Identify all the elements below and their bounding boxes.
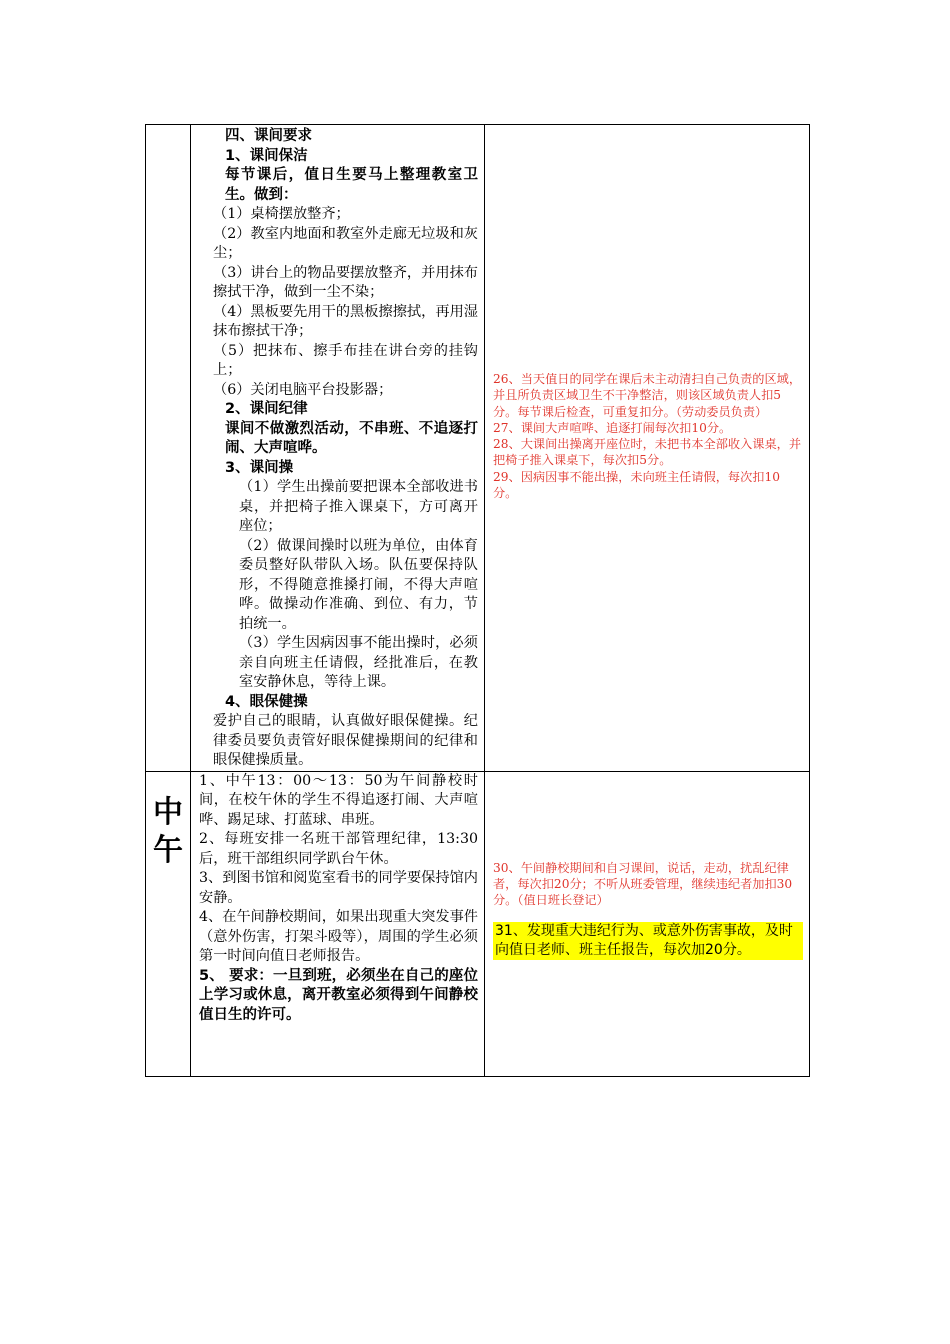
- break-requirement-line: 课间不做激烈活动，不串班、不追逐打闹、大声喧哗。: [225, 420, 478, 456]
- penalty-list-break: [485, 125, 809, 501]
- requirements-text-break: [191, 125, 484, 771]
- break-requirement-line: 4、眼保健操: [225, 693, 308, 710]
- penalties-cell-noon: [485, 771, 810, 1076]
- noon-requirement-line: 3、到图书馆和阅览室看书的同学要保持馆内安静。: [199, 870, 478, 906]
- break-requirement-line: （5）把抹布、擦手布挂在讲台旁的挂钩上；: [213, 342, 478, 378]
- break-requirement-line: （4）黑板要先用干的黑板擦擦拭，再用湿抹布擦拭干净；: [213, 303, 478, 339]
- break-requirement-line: （1）学生出操前要把课本全部收进书桌，并把椅子推入课桌下，方可离开座位；: [239, 479, 478, 534]
- table-row-break-time: [146, 125, 810, 772]
- noon-label-char-2: 午: [153, 832, 183, 868]
- bonus-item-31-highlight: 31、发现重大违纪行为、或意外伤害事故，及时向值日老师、班主任报告，每次加20分。: [493, 922, 803, 960]
- requirements-cell-noon: [191, 771, 485, 1076]
- table-row-noon: [146, 771, 810, 1076]
- requirements-text-noon: [191, 772, 484, 1026]
- break-requirement-line: 每节课后，值日生要马上整理教室卫生。做到：: [225, 167, 478, 203]
- noon-requirement-line: 4、在午间静校期间，如果出现重大突发事件（意外伤害，打架斗殴等），周围的学生必须第一时间向值日老师报告。: [199, 909, 478, 964]
- break-requirement-line: （2）教室内地面和教室外走廊无垃圾和灰尘；: [213, 225, 478, 261]
- break-requirement-line: （1）桌椅摆放整齐；: [213, 206, 350, 222]
- penalty-item: 26、当天值日的同学在课后未主动清扫自己负责的区域，并且所负责区域卫生不干净整洁，则该区域负责人扣5分。每节课后检查，可重复扣分。（劳动委员负责）: [493, 372, 802, 419]
- break-requirement-line: （2）做课间操时以班为单位，由体育委员整好队带队入场。队伍要保持队形，不得随意推搡打闹，不得大声喧哗。做操动作准确、到位、有力，节拍统一。: [239, 537, 478, 632]
- break-requirement-line: 四、课间要求: [225, 128, 312, 144]
- break-requirement-line: 爱护自己的眼睛，认真做好眼保健操。纪律委员要负责管好眼保健操期间的纪律和眼保健操质量。: [213, 713, 478, 768]
- break-requirement-line: （3）学生因病因事不能出操时，必须亲自向班主任请假，经批准后，在教室安静休息，等待上课。: [239, 635, 478, 690]
- break-requirement-line: 2、课间纪律: [225, 401, 308, 417]
- break-requirement-line: （6）关闭电脑平台投影器；: [213, 381, 393, 398]
- noon-requirement-line: 5、 要求：一旦到班，必须坐在自己的座位上学习或休息，离开教室必须得到午间静校值日生的许可。: [199, 967, 478, 1023]
- penalty-item: 27、课间大声喧哗、追逐打闹每次扣10分。: [493, 420, 732, 435]
- penalty-item: 29、因病因事不能出操，未向班主任请假，每次扣10分。: [493, 469, 780, 501]
- time-label-cell-empty: [146, 125, 191, 772]
- penalties-cell-break: [485, 125, 810, 772]
- penalty-item-30: 30、午间静校期间和自习课间，说话，走动，扰乱纪律者，每次扣20分；不听从班委管理，继续违纪者加扣30分。（值日班长登记）: [493, 860, 793, 908]
- rules-table: [145, 124, 810, 1077]
- break-requirement-line: 3、课间操: [225, 459, 294, 476]
- penalty-list-noon: [485, 772, 809, 961]
- noon-requirement-line: 1、中午13：00～13：50为午间静校时间，在校午休的学生不得追逐打闹、大声喧哗、踢足球、打蓝球、串班。: [199, 772, 478, 828]
- break-requirement-line: 1、课间保洁: [225, 147, 308, 164]
- time-label-cell-noon: [146, 771, 191, 1076]
- break-requirement-line: （3）讲台上的物品要摆放整齐，并用抹布擦拭干净，做到一尘不染；: [213, 264, 478, 300]
- requirements-cell-break: [191, 125, 485, 772]
- penalty-item: 28、大课间出操离开座位时，未把书本全部收入课桌，并把椅子推入课桌下，每次扣5分。: [493, 437, 802, 468]
- noon-label-char-1: 中: [153, 794, 183, 830]
- noon-label: [146, 772, 190, 870]
- noon-requirement-line: 2、每班安排一名班干部管理纪律，13:30后，班干部组织同学趴台午休。: [199, 831, 478, 867]
